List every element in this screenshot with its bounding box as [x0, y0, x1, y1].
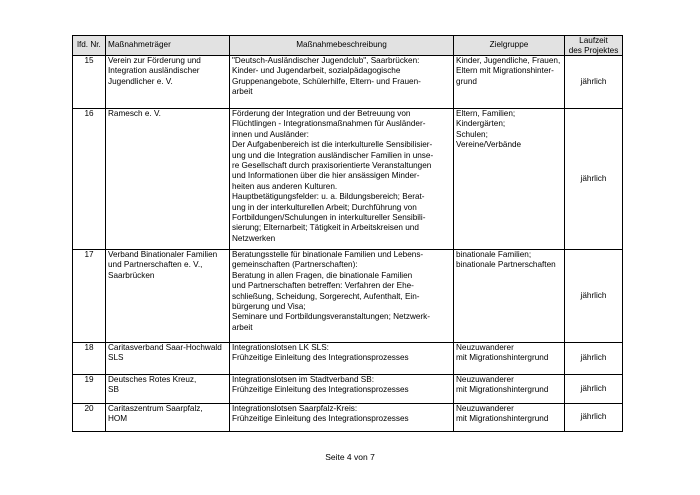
- row-laufzeit: jährlich: [565, 375, 623, 404]
- row-nr: 17: [73, 250, 106, 343]
- row-laufzeit: jährlich: [565, 56, 623, 109]
- table-header-row: [73, 36, 623, 56]
- table-row: [73, 250, 623, 343]
- header-beschreibung: Maßnahmebeschreibung: [230, 36, 454, 56]
- header-nr: lfd. Nr.: [73, 36, 106, 56]
- row-beschreibung: Integrationslotsen LK SLS: Frühzeitige Einleitung des Integrationsprozesses: [230, 343, 454, 375]
- row-nr: 18: [73, 343, 106, 375]
- row-traeger: Caritasverband Saar-Hochwald SLS: [106, 343, 230, 375]
- page-number: Seite 4 von 7: [325, 452, 375, 462]
- row-beschreibung: "Deutsch-Ausländischer Jugendclub", Saarbrücken: Kinder- und Jugendarbeit, sozialpädagogische Gruppenangebote, Schülerhilfe, Eltern- und Frauen- arbeit: [230, 56, 454, 109]
- row-nr: 20: [73, 404, 106, 432]
- row-laufzeit: jährlich: [565, 250, 623, 343]
- row-beschreibung: Förderung der Integration und der Betreuung von Flüchtlingen - Integrationsmaßnahmen für Ausländer- innen und Ausländer: Der Aufgabenbereich ist die interkulturelle Sensibilisier- ung und die Integration ausländischer Familien in unse- re Gesellschaft durch praxisorientierte Veranstaltungen und Informationen über die hier ansässigen Minder- heiten aus anderen Kulturen. Hauptbetätigungsfelder: u. a. Bildungsbereich; Berat- ung in der interkulturellen Arbeit; Durchführung von Fortbildungen/Schulungen in interkultureller Sensibili- sierung; Elternarbeit; Tätigkeit in Arbeitskreisen und Netzwerken: [230, 109, 454, 250]
- row-traeger: Caritaszentrum Saarpfalz, HOM: [106, 404, 230, 432]
- row-zielgruppe: Kinder, Jugendliche, Frauen, Eltern mit Migrationshinter- grund: [454, 56, 565, 109]
- header-traeger: Maßnahmeträger: [106, 36, 230, 56]
- row-laufzeit: jährlich: [565, 404, 623, 432]
- measures-table: [72, 35, 623, 432]
- header-zielgruppe: Zielgruppe: [454, 36, 565, 56]
- table-row: [73, 343, 623, 375]
- row-nr: 19: [73, 375, 106, 404]
- row-beschreibung: Beratungsstelle für binationale Familien und Lebens- gemeinschaften (Partnerschaften): Beratung in allen Fragen, die binationale Familien und Partnerschaften betreffen: Verfahren der Ehe- schließung, Scheidung, Sorgerecht, Aufenthalt, Ein- bürgerung und Visa; Seminare und Fortbildungsveranstaltungen; Netzwerk- arbeit: [230, 250, 454, 343]
- row-traeger: Ramesch e. V.: [106, 109, 230, 250]
- row-traeger: Verein zur Förderung und Integration ausländischer Jugendlicher e. V.: [106, 56, 230, 109]
- table-row: [73, 404, 623, 432]
- row-nr: 16: [73, 109, 106, 250]
- row-laufzeit: jährlich: [565, 109, 623, 250]
- table-row: [73, 375, 623, 404]
- row-zielgruppe: Neuzuwanderer mit Migrationshintergrund: [454, 404, 565, 432]
- row-zielgruppe: binationale Familien; binationale Partnerschaften: [454, 250, 565, 343]
- row-laufzeit: jährlich: [565, 343, 623, 375]
- row-beschreibung: Integrationslotsen im Stadtverband SB: Frühzeitige Einleitung des Integrationsprozesses: [230, 375, 454, 404]
- row-traeger: Verband Binationaler Familien und Partnerschaften e. V., Saarbrücken: [106, 250, 230, 343]
- header-laufzeit: Laufzeit des Projektes: [565, 36, 623, 56]
- row-zielgruppe: Neuzuwanderer mit Migrationshintergrund: [454, 343, 565, 375]
- table-row: [73, 109, 623, 250]
- row-nr: 15: [73, 56, 106, 109]
- row-zielgruppe: Eltern, Familien; Kindergärten; Schulen; Vereine/Verbände: [454, 109, 565, 250]
- row-zielgruppe: Neuzuwanderer mit Migrationshintergrund: [454, 375, 565, 404]
- table-row: [73, 56, 623, 109]
- row-traeger: Deutsches Rotes Kreuz, SB: [106, 375, 230, 404]
- row-beschreibung: Integrationslotsen Saarpfalz-Kreis: Frühzeitige Einleitung des Integrationsprozesses: [230, 404, 454, 432]
